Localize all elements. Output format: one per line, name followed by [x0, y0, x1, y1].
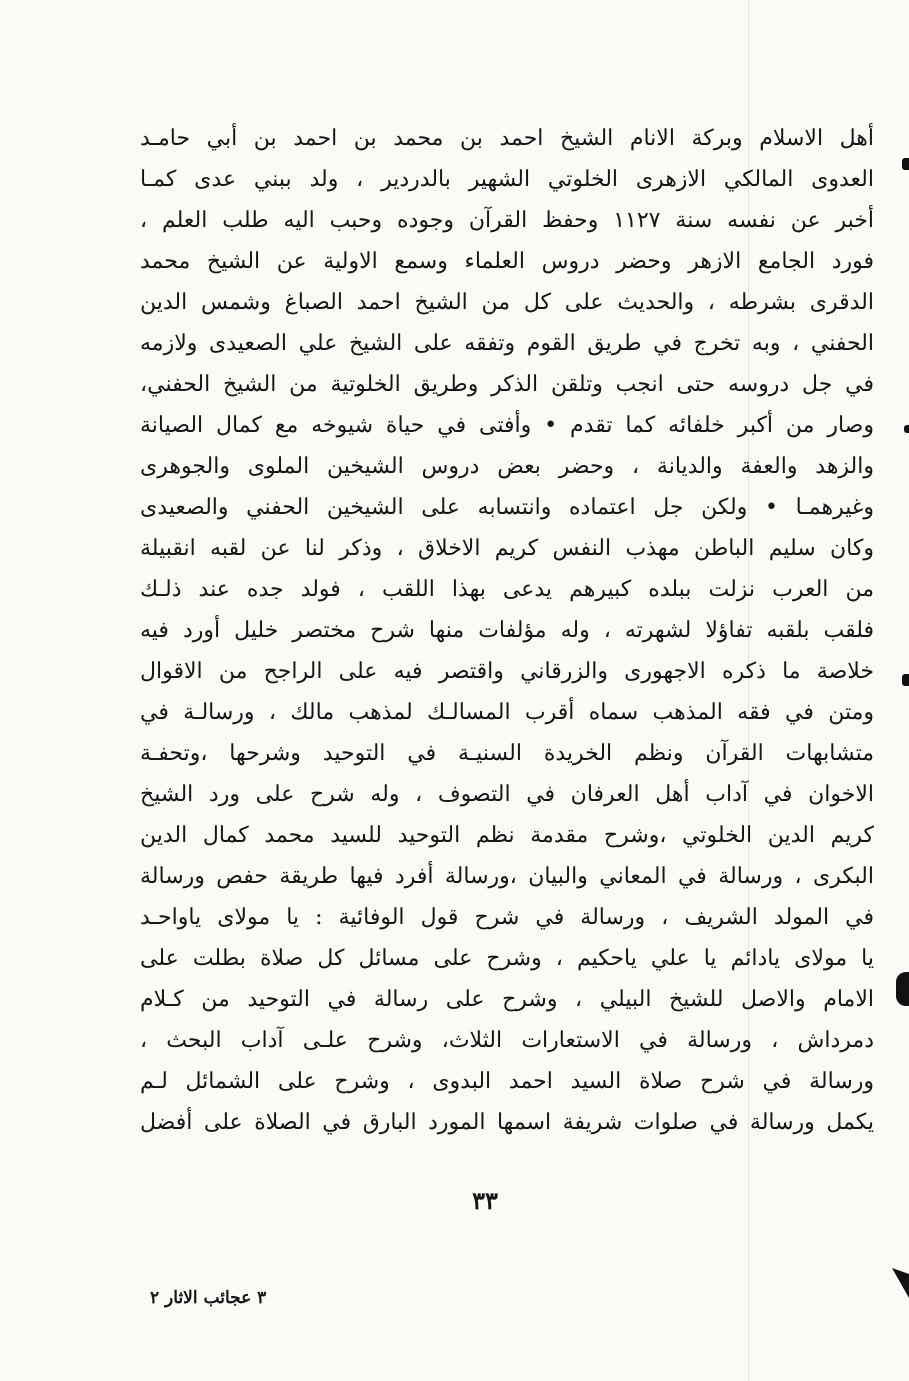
text-line: فلقب بلقبه تفاؤلا لشهرته ، وله مؤلفات منها شرح مختصر خليل أورد فيه [140, 618, 874, 643]
scan-edge-mark [896, 972, 909, 1006]
text-line: العدوى المالكي الازهرى الخلوتي الشهير بالدردير ، ولد ببني عدى كمـا [140, 167, 874, 192]
footer-signature: ٣ عجائب الاثار ٢ [150, 1288, 267, 1308]
text-line: خلاصة ما ذكره الاجهورى والزرقاني واقتصر فيه على الراجح من الاقوال [140, 659, 874, 684]
scan-edge-mark [902, 158, 909, 170]
text-line: وغيرهمـا • ولكن جل اعتماده وانتسابه على الشيخين الحفني والصعيدى [140, 495, 874, 520]
text-line: وكان سليم الباطن مهذب النفس كريم الاخلاق ، وذكر لنا عن لقبه انقبيلة [140, 536, 874, 561]
text-line: الامام والاصل للشيخ البيلي ، وشرح على رسالة في التوحيد من كـلام [140, 987, 874, 1012]
text-line: الدقرى بشرطه ، والحديث على كل من الشيخ احمد الصباغ وشمس الدين [140, 290, 874, 315]
page-number: ٣٣ [472, 1186, 498, 1215]
text-line: في المولد الشريف ، ورسالة في شرح قول الوفائية : يا مولاى ياواحـد [140, 905, 874, 930]
text-line: من العرب نزلت ببلده كبيرهم يدعى بهذا اللقب ، فولد جده عند ذلـك [140, 577, 874, 602]
text-line: يكمل ورسالة في صلوات شريفة اسمها المورد البارق في الصلاة على أفضل [140, 1110, 874, 1135]
text-line: وصار من أكبر خلفائه كما تقدم • وأفتى في حياة شيوخه مع كمال الصيانة [140, 413, 874, 438]
text-line: متشابهات القرآن ونظم الخريدة السنيـة في التوحيد وشرحها ،وتحفـة [140, 741, 874, 766]
text-line: أهل الاسلام وبركة الانام الشيخ احمد بن محمد بن احمد بن أبي حامـد [140, 126, 874, 151]
scan-edge-mark [902, 674, 909, 686]
text-line: ورسالة في شرح صلاة السيد احمد البدوى ، وشرح على الشمائل لـم [140, 1069, 874, 1094]
scan-edge-mark [892, 1268, 909, 1298]
text-line: البكرى ، ورسالة في المعاني والبيان ،ورسالة أفرد فيها طريقة حفص ورسالة [140, 864, 874, 889]
text-line: أخبر عن نفسه سنة ١١٢٧ وحفظ القرآن وجوده وحبب اليه طلب العلم ، [140, 208, 874, 233]
text-line: فورد الجامع الازهر وحضر دروس العلماء وسمع الاولية عن الشيخ محمد [140, 249, 874, 274]
main-text-block [140, 118, 874, 1143]
text-line: الاخوان في آداب أهل العرفان في التصوف ، وله شرح على ورد الشيخ [140, 782, 874, 807]
scan-edge-mark [904, 425, 909, 433]
text-line: الحفني ، وبه تخرج في طريق القوم وتفقه على الشيخ علي الصعيدى ولازمه [140, 331, 874, 356]
text-line: دمرداش ، ورسالة في الاستعارات الثلاث، وشرح علـى آداب البحث ، [140, 1028, 874, 1053]
text-line: والزهد والعفة والديانة ، وحضر بعض دروس الشيخين الملوى والجوهرى [140, 454, 874, 479]
text-line: كريم الدين الخلوتي ،وشرح مقدمة نظم التوحيد للسيد محمد كمال الدين [140, 823, 874, 848]
text-line: ومتن في فقه المذهب سماه أقرب المسالـك لمذهب مالك ، ورسالـة في [140, 700, 874, 725]
text-line: في جل دروسه حتى انجب وتلقن الذكر وطريق الخلوتية من الشيخ الحفني، [140, 372, 874, 397]
text-line: يا مولاى يادائم يا علي ياحكيم ، وشرح على مسائل كل صلاة بطلت على [140, 946, 874, 971]
